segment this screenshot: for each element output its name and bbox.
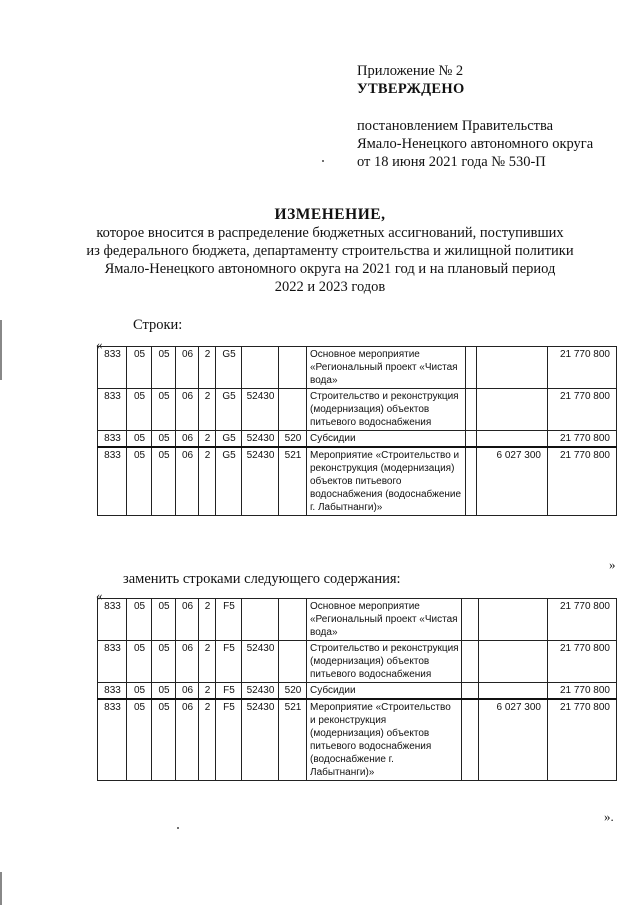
cell-desc: Субсидии — [307, 683, 462, 700]
table-row — [98, 447, 617, 516]
cell-empty — [466, 389, 477, 431]
approved-stamp: УТВЕРЖДЕНО — [357, 81, 465, 97]
cell-desc: Основное мероприятие «Региональный проект «Чистая вода» — [307, 347, 466, 389]
title-line-1: которое вносится в распределение бюджетных ассигнований, поступивших — [96, 225, 564, 241]
cell-amt1: 6 027 300 — [479, 699, 548, 781]
approval-line-2: Ямало-Ненецкого автономного округа — [357, 136, 594, 152]
table-row — [98, 683, 617, 700]
title-line-2: из федерального бюджета, департаменту строительства и жилищной политики — [86, 243, 574, 259]
cell-c3: 05 — [152, 389, 176, 431]
table-row — [98, 389, 617, 431]
cell-desc: Строительство и реконструкция (модернизация) объектов питьевого водоснабжения — [307, 641, 462, 683]
cell-c3: 05 — [152, 431, 176, 448]
cell-c5: 2 — [199, 599, 216, 641]
cell-c3: 05 — [152, 699, 176, 781]
cell-desc: Мероприятие «Строительство и реконструкция (модернизация) объектов питьевого водоснабжения (водоснабжение г. Лабытнанги)» — [307, 447, 466, 516]
cell-c1: 833 — [98, 447, 127, 516]
cell-c4: 06 — [176, 699, 199, 781]
cell-amt1 — [479, 641, 548, 683]
open-quote-2: « — [96, 588, 103, 603]
cell-c4: 06 — [176, 347, 199, 389]
cell-amt2: 21 770 800 — [548, 699, 617, 781]
cell-amt2: 21 770 800 — [548, 447, 617, 516]
approval-line-3: от 18 июня 2021 года № 530-П — [357, 154, 546, 170]
close-quote-2: ». — [604, 809, 614, 824]
cell-c7: 52430 — [242, 683, 279, 700]
cell-c4: 06 — [176, 641, 199, 683]
cell-c7: 52430 — [242, 641, 279, 683]
cell-desc: Мероприятие «Строительство и реконструкция (модернизация) объектов питьевого водоснабжения (водоснабжение г. Лабытнанги)» — [307, 699, 462, 781]
cell-c3: 05 — [152, 447, 176, 516]
cell-c2: 05 — [127, 683, 152, 700]
cell-c7: 52430 — [242, 447, 279, 516]
cell-c1: 833 — [98, 389, 127, 431]
document-title-block — [60, 206, 600, 296]
cell-c5: 2 — [199, 347, 216, 389]
cell-empty — [462, 683, 479, 700]
cell-c4: 06 — [176, 431, 199, 448]
cell-c8: 520 — [279, 431, 307, 448]
cell-amt2: 21 770 800 — [548, 683, 617, 700]
cell-c1: 833 — [98, 699, 127, 781]
cell-c8 — [279, 641, 307, 683]
cell-amt2: 21 770 800 — [548, 431, 617, 448]
cell-c8 — [279, 389, 307, 431]
cell-amt1: 6 027 300 — [477, 447, 548, 516]
cell-c8: 521 — [279, 447, 307, 516]
cell-c5: 2 — [199, 699, 216, 781]
table-row — [98, 347, 617, 389]
cell-c3: 05 — [152, 347, 176, 389]
table-row — [98, 641, 617, 683]
cell-c3: 05 — [152, 599, 176, 641]
open-quote-1: « — [96, 337, 103, 352]
cell-c6: G5 — [216, 431, 242, 448]
cell-c2: 05 — [127, 699, 152, 781]
cell-amt2: 21 770 800 — [548, 641, 617, 683]
cell-c2: 05 — [127, 447, 152, 516]
cell-c1: 833 — [98, 347, 127, 389]
cell-c6: F5 — [216, 699, 242, 781]
document-title: ИЗМЕНЕНИЕ, — [274, 206, 386, 223]
cell-amt2: 21 770 800 — [548, 389, 617, 431]
cell-desc: Строительство и реконструкция (модернизация) объектов питьевого водоснабжения — [307, 389, 466, 431]
cell-c2: 05 — [127, 347, 152, 389]
cell-c8: 521 — [279, 699, 307, 781]
cell-c7 — [242, 347, 279, 389]
cell-empty — [462, 641, 479, 683]
cell-c2: 05 — [127, 389, 152, 431]
cell-c1: 833 — [98, 641, 127, 683]
scan-edge-mark — [0, 320, 2, 380]
cell-c4: 06 — [176, 683, 199, 700]
cell-c5: 2 — [199, 447, 216, 516]
cell-empty — [462, 699, 479, 781]
table-row — [98, 599, 617, 641]
cell-c5: 2 — [199, 683, 216, 700]
cell-empty — [466, 431, 477, 448]
cell-c5: 2 — [199, 431, 216, 448]
cell-c1: 833 — [98, 431, 127, 448]
table-old — [97, 346, 617, 516]
cell-empty — [466, 347, 477, 389]
replace-label: заменить строками следующего содержания: — [123, 571, 401, 587]
cell-amt1 — [479, 599, 548, 641]
title-line-3: Ямало-Ненецкого автономного округа на 2021 год и на плановый период — [104, 261, 556, 277]
cell-c4: 06 — [176, 389, 199, 431]
cell-c8 — [279, 347, 307, 389]
cell-c4: 06 — [176, 447, 199, 516]
cell-c6: F5 — [216, 641, 242, 683]
cell-amt2: 21 770 800 — [548, 347, 617, 389]
scan-edge-mark — [0, 872, 2, 905]
cell-c5: 2 — [199, 389, 216, 431]
cell-c6: F5 — [216, 599, 242, 641]
cell-c8: 520 — [279, 683, 307, 700]
cell-c7: 52430 — [242, 699, 279, 781]
scan-speck — [177, 827, 179, 829]
cell-c4: 06 — [176, 599, 199, 641]
title-line-4: 2022 и 2023 годов — [274, 279, 386, 295]
cell-c6: G5 — [216, 447, 242, 516]
cell-empty — [462, 599, 479, 641]
cell-c2: 05 — [127, 641, 152, 683]
cell-c3: 05 — [152, 683, 176, 700]
cell-c7 — [242, 599, 279, 641]
scan-speck — [322, 160, 324, 162]
approval-line-1: постановлением Правительства — [357, 118, 554, 134]
appendix-number: Приложение № 2 — [357, 63, 464, 79]
cell-c1: 833 — [98, 599, 127, 641]
cell-c7: 52430 — [242, 389, 279, 431]
cell-desc: Основное мероприятие «Региональный проект «Чистая вода» — [307, 599, 462, 641]
cell-c2: 05 — [127, 599, 152, 641]
cell-empty — [466, 447, 477, 516]
cell-c8 — [279, 599, 307, 641]
table-new — [97, 598, 617, 781]
table-row — [98, 699, 617, 781]
cell-c6: G5 — [216, 347, 242, 389]
cell-c5: 2 — [199, 641, 216, 683]
cell-c6: G5 — [216, 389, 242, 431]
cell-amt1 — [477, 389, 548, 431]
table-row — [98, 431, 617, 448]
cell-c3: 05 — [152, 641, 176, 683]
cell-amt1 — [477, 347, 548, 389]
cell-c1: 833 — [98, 683, 127, 700]
cell-amt2: 21 770 800 — [548, 599, 617, 641]
cell-c2: 05 — [127, 431, 152, 448]
rows-label: Строки: — [133, 317, 183, 333]
close-quote-1: » — [609, 557, 616, 572]
cell-amt1 — [479, 683, 548, 700]
cell-c6: F5 — [216, 683, 242, 700]
approval-block — [357, 62, 593, 171]
cell-amt1 — [477, 431, 548, 448]
cell-c7: 52430 — [242, 431, 279, 448]
cell-desc: Субсидии — [307, 431, 466, 448]
